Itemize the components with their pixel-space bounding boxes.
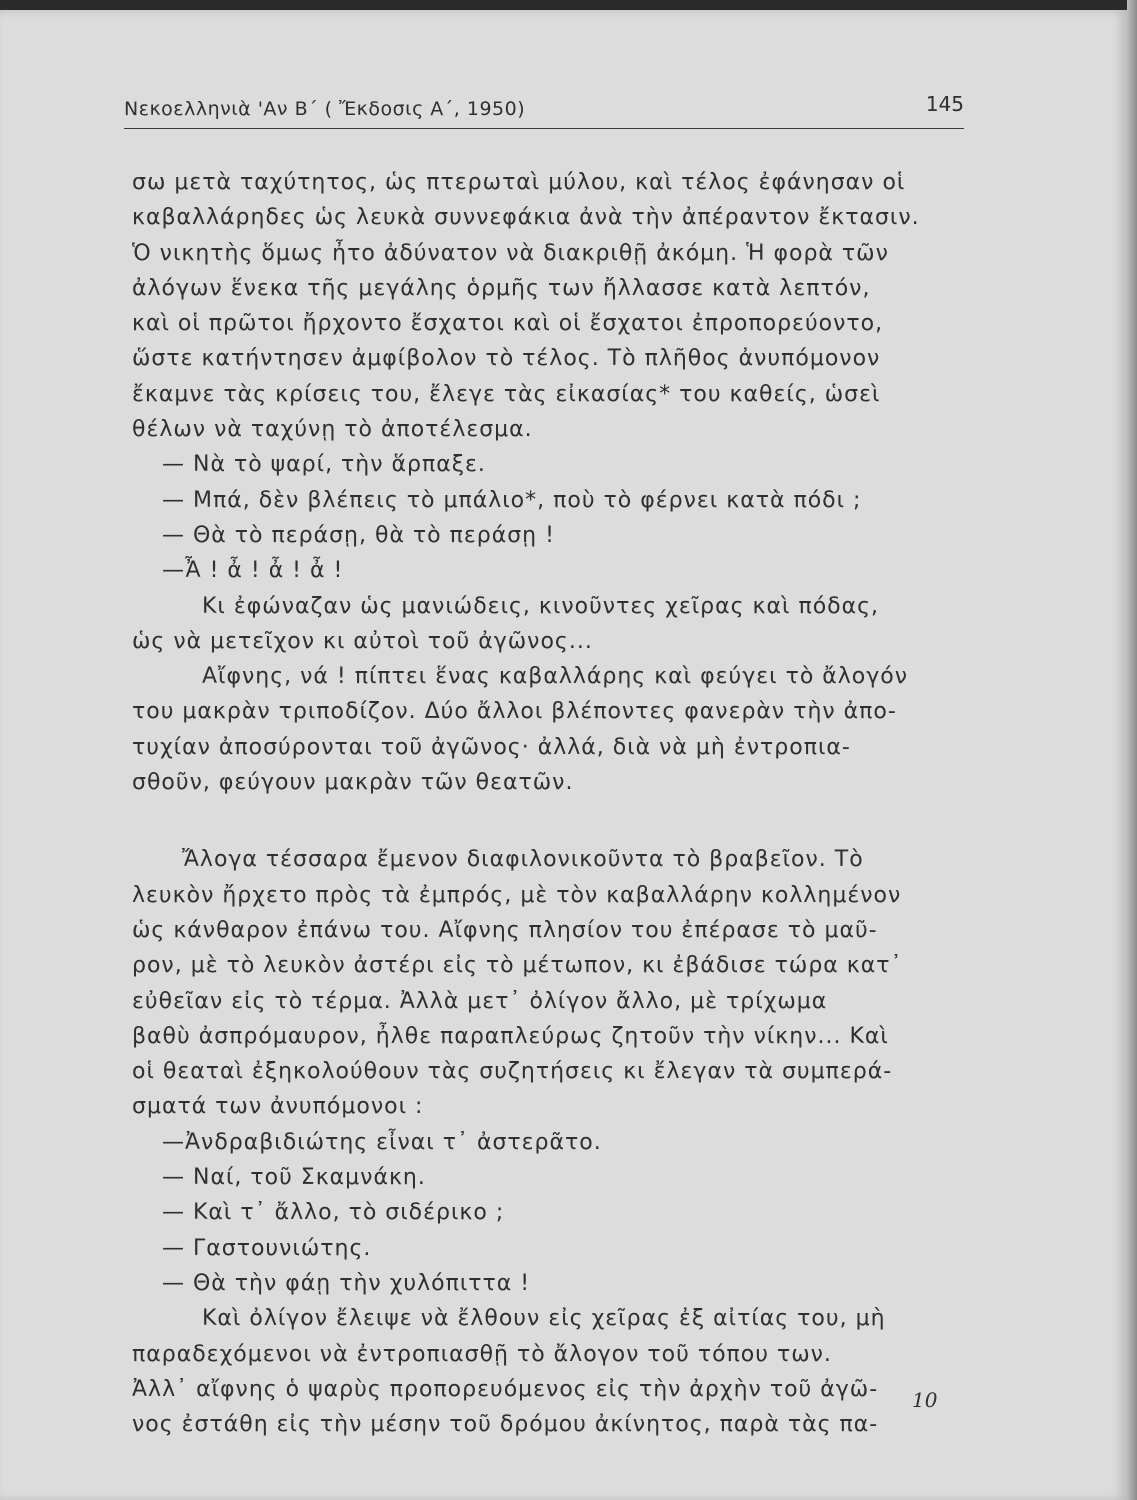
text-line: ὡς νὰ μετεῖχον κι αὐτοὶ τοῦ ἀγῶνος... — [132, 628, 593, 654]
body-text — [132, 165, 962, 1442]
text-line: παραδεχόμενοι νὰ ἐντροπιασθῇ τὸ ἄλογον τοῦ τόπου των. — [132, 1341, 832, 1367]
page-number: 145 — [925, 92, 964, 116]
text-line: Ὁ νικητὴς ὅμως ἦτο ἀδύνατον νὰ διακριθῇ ἀκόμη. Ἡ φορὰ τῶν — [132, 240, 889, 266]
text-line: ὥστε κατήντησεν ἀμφίβολον τὸ τέλος. Τὸ πλῆθος ἀνυπόμονον — [132, 346, 881, 372]
text-line: νος ἐστάθη εἰς τὴν μέσην τοῦ δρόμου ἀκίνητος, παρὰ τὰς πα- — [132, 1412, 879, 1438]
book-page — [0, 10, 1127, 1500]
text-line: σθοῦν, φεύγουν μακρὰν τῶν θεατῶν. — [132, 770, 574, 796]
running-head: Νεκοελληνιὰ 'Αν Β΄ ( Ἔκδοσις Α΄, 1950) — [124, 98, 526, 120]
text-line: σω μετὰ ταχύτητος, ὡς πτερωταὶ μύλου, καὶ τέλος ἐφάνησαν οἱ — [132, 170, 906, 195]
text-line: ρον, μὲ τὸ λευκὸν ἀστέρι εἰς τὸ μέτωπον, κι ἐβάδισε τώρα κατ᾽ — [132, 953, 903, 979]
text-line: — Θὰ τὴν φάῃ τὴν χυλόπιττα ! — [162, 1270, 531, 1296]
text-line: ὡς κάνθαρον ἐπάνω του. Αἴφνης πλησίον του ἐπέρασε τὸ μαῦ- — [132, 917, 878, 943]
text-line: Κι ἐφώναζαν ὡς μανιώδεις, κινοῦντες χεῖρας καὶ πόδας, — [202, 593, 880, 619]
text-line: — Γαστουνιώτης. — [162, 1235, 372, 1261]
text-line: — Μπά, δὲν βλέπεις τὸ μπάλιο*, ποὺ τὸ φέρνει κατὰ πόδι ; — [162, 487, 862, 513]
text-line: του μακρὰν τριποδίζον. Δύο ἄλλοι βλέποντες φανερὰν τὴν ἀπο- — [132, 699, 897, 725]
signature-mark: 10 — [912, 1388, 938, 1412]
paragraph — [132, 165, 962, 447]
text-line: καὶ οἱ πρῶτοι ἤρχοντο ἔσχατοι καὶ οἱ ἔσχατοι ἐπροπορεύοντο, — [132, 311, 884, 337]
text-line: θέλων νὰ ταχύνῃ τὸ ἀποτέλεσμα. — [132, 417, 533, 443]
paragraph — [132, 659, 962, 800]
paragraph — [132, 1301, 962, 1442]
text-line: Ἀλλ᾽ αἴφνης ὁ ψαρὺς προπορευόμενος εἰς τὴν ἀρχὴν τοῦ ἀγῶ- — [132, 1376, 879, 1402]
text-line: —Ἀνδραβιδιώτης εἶναι τ᾽ ἀστερᾶτο. — [162, 1129, 602, 1155]
paragraph — [132, 842, 962, 1124]
text-line: ἀλόγων ἕνεκα τῆς μεγάλης ὁρμῆς των ἤλλασσε κατὰ λεπτόν, — [132, 275, 871, 301]
paragraph-gap — [132, 800, 962, 842]
text-line: βαθὺ ἀσπρόμαυρον, ἦλθε παραπλεύρως ζητοῦν τὴν νίκην... Καὶ — [132, 1023, 889, 1049]
page-edge-shadow — [1127, 0, 1137, 1500]
text-line: εὐθεῖαν εἰς τὸ τέρμα. Ἀλλὰ μετ᾽ ὀλίγον ἄλλο, μὲ τρίχωμα — [132, 988, 828, 1014]
text-line: — Νὰ τὸ ψαρί, τὴν ἅρπαξε. — [162, 452, 486, 478]
text-line: — Καὶ τ᾽ ἄλλο, τὸ σιδέρικο ; — [162, 1200, 505, 1226]
text-line: ἔκαμνε τὰς κρίσεις του, ἔλεγε τὰς εἰκασίας* του καθείς, ὡσεὶ — [132, 381, 881, 407]
text-line: σματά των ἀνυπόμονοι : — [132, 1094, 424, 1120]
paragraph — [132, 589, 962, 660]
text-line: — Ναί, τοῦ Σκαμνάκη. — [162, 1165, 426, 1191]
text-line: — Θὰ τὸ περάσῃ, θὰ τὸ περάσῃ ! — [162, 522, 555, 548]
text-line: τυχίαν ἀποσύρονται τοῦ ἀγῶνος· ἀλλά, διὰ νὰ μὴ ἐντροπια- — [132, 734, 851, 760]
text-line: Αἴφνης, νά ! πίπτει ἕνας καβαλλάρης καὶ φεύγει τὸ ἄλογόν — [202, 664, 909, 690]
text-line: οἱ θεαταὶ ἐξηκολούθουν τὰς συζητήσεις κι ἔλεγαν τὰ συμπερά- — [132, 1059, 893, 1085]
text-line: —Ἆ ! ἆ ! ἆ ! ἆ ! — [162, 558, 344, 584]
page-header — [124, 92, 964, 129]
text-line: Καὶ ὀλίγον ἔλειψε νὰ ἔλθουν εἰς χεῖρας ἐξ αἰτίας του, μὴ — [202, 1306, 886, 1332]
text-line: λευκὸν ἤρχετο πρὸς τὰ ἐμπρός, μὲ τὸν καβαλλάρην κολλημένον — [132, 882, 902, 908]
dialogue-block — [132, 1125, 962, 1301]
text-line: Ἄλογα τέσσαρα ἔμενον διαφιλονικοῦντα τὸ βραβεῖον. Τὸ — [182, 847, 864, 873]
dialogue-block — [132, 447, 962, 588]
text-line: καβαλλάρηδες ὡς λευκὰ συννεφάκια ἀνὰ τὴν ἀπέραντον ἔκτασιν. — [132, 205, 920, 231]
